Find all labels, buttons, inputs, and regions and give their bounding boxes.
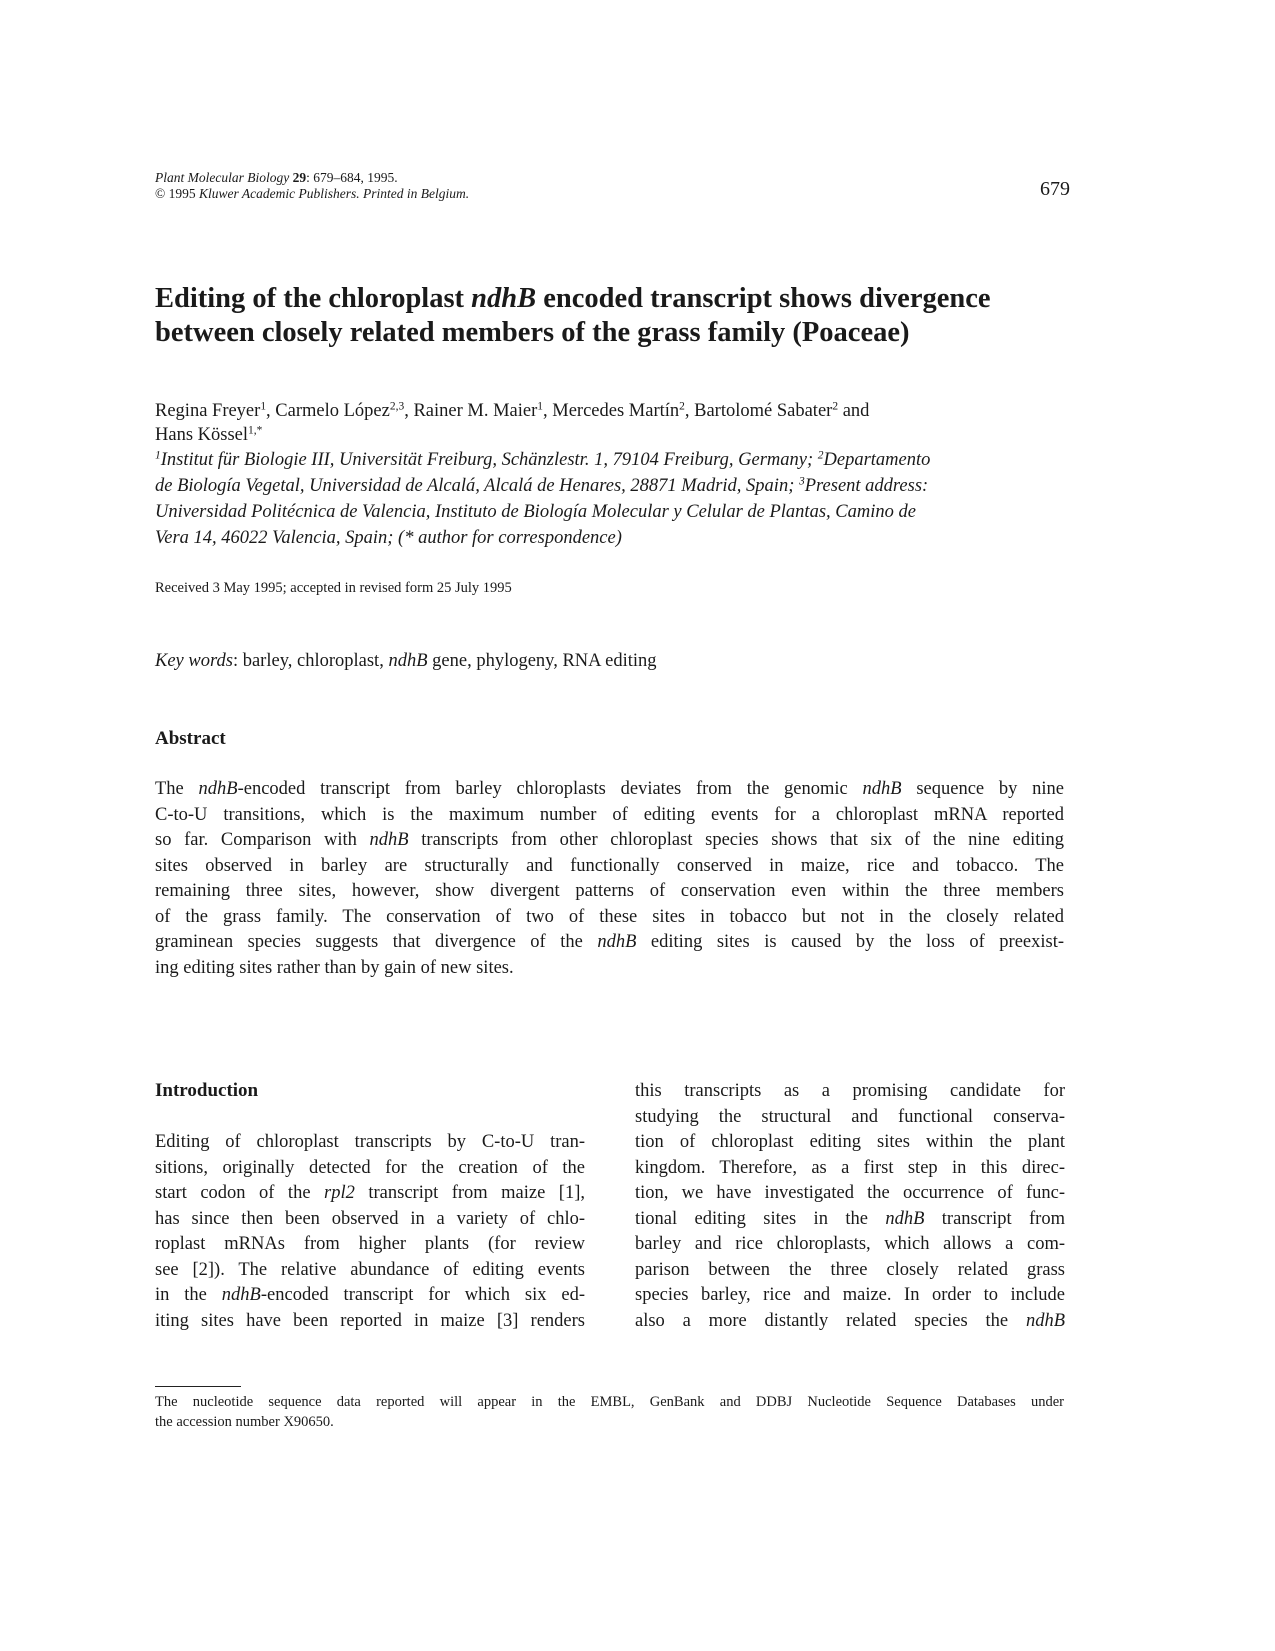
introduction-column-right	[635, 1079, 1065, 1334]
body-line: this transcripts as a promising candidate for	[635, 1081, 1065, 1101]
affiliation-mark: 1	[155, 449, 161, 462]
footnote-rule	[155, 1386, 241, 1387]
affiliation-mark: 2	[817, 449, 824, 462]
abstract-text: -encoded transcript from barley chloroplasts deviates from the genomic	[237, 779, 863, 799]
body-line: parison between the three closely related grass	[635, 1259, 1065, 1280]
body-text: -encoded transcript for which six ed-	[260, 1285, 585, 1305]
abstract-line	[155, 930, 1064, 956]
body-line	[635, 1207, 1065, 1233]
author: Carmelo López	[275, 401, 390, 421]
introduction-heading: Introduction	[155, 1080, 259, 1101]
body-text: also a more distantly related species the	[635, 1310, 1026, 1331]
body-text: in the	[155, 1285, 222, 1305]
abstract-line: remaining three sites, however, show divergent patterns of conservation even within the three members	[155, 881, 1064, 901]
gene-name: ndhB	[369, 830, 409, 850]
body-line: roplast mRNAs from higher plants (for review	[155, 1234, 585, 1254]
affiliation-3-cont: Universidad Politécnica de Valencia, Instituto de Biología Molecular y Celular de Plantas, Camino de	[155, 502, 916, 522]
abstract-text: graminean species suggests that divergence of the	[155, 932, 598, 952]
author-affiliation-mark: 1	[260, 400, 267, 413]
gene-name: ndhB	[862, 779, 902, 799]
body-line: has since then been observed in a variety of chlo-	[155, 1208, 585, 1229]
author-affiliation-mark: 1,*	[248, 424, 263, 437]
journal-name: Plant Molecular Biology	[155, 170, 290, 185]
footnote-line: the accession number X90650.	[155, 1414, 334, 1430]
body-line: tion, we have investigated the occurrence of func-	[635, 1183, 1065, 1203]
received-dates: Received 3 May 1995; accepted in revised form 25 July 1995	[155, 580, 512, 596]
gene-name: ndhB	[885, 1208, 925, 1229]
abstract-body	[155, 777, 1064, 981]
abstract-text: sequence by nine	[901, 779, 1065, 799]
footnote-line: The nucleotide sequence data reported will appear in the EMBL, GenBank and DDBJ Nucleotide Sequence Databases under	[155, 1394, 1064, 1410]
journal-volume: 29	[292, 170, 307, 185]
author: Mercedes Martín	[552, 401, 680, 421]
abstract-line	[155, 828, 1064, 854]
author-conjunction: and	[838, 401, 870, 421]
body-line: Editing of chloroplast transcripts by C-to-U tran-	[155, 1132, 585, 1152]
body-text: transcript from maize [1],	[354, 1183, 586, 1203]
author: Regina Freyer	[155, 401, 261, 421]
abstract-line: sites observed in barley are structurally and functionally conserved in maize, rice and tobacco. The	[155, 855, 1064, 876]
abstract-line: of the grass family. The conservation of two of these sites in tobacco but not in the closely related	[155, 906, 1064, 927]
body-line: iting sites have been reported in maize [3] renders	[155, 1310, 585, 1331]
affiliation-2-cont: de Biología Vegetal, Universidad de Alcalá, Alcalá de Henares, 28871 Madrid, Spain;	[155, 476, 795, 496]
title-gene: ndhB	[471, 283, 537, 314]
body-line: species barley, rice and maize. In order to include	[635, 1285, 1065, 1305]
affiliation-2: Departamento	[823, 450, 931, 470]
gene-name: ndhB	[198, 779, 238, 799]
gene-name: ndhB	[597, 932, 637, 952]
author-affiliation-mark: 2	[832, 400, 839, 413]
abstract-text: The	[155, 779, 199, 799]
body-line	[155, 1283, 585, 1309]
title-line-1	[155, 282, 1115, 316]
body-line: sitions, originally detected for the creation of the	[155, 1157, 585, 1178]
abstract-line: C-to-U transitions, which is the maximum number of editing events for a chloroplast mRNA reported	[155, 804, 1064, 825]
body-text: tional editing sites in the	[635, 1208, 886, 1229]
journal-citation	[155, 170, 715, 186]
title-line-2: between closely related members of the grass family (Poaceae)	[155, 317, 910, 348]
footnote	[155, 1392, 1064, 1432]
copyright-symbol: ©	[155, 186, 166, 201]
body-line: kingdom. Therefore, as a first step in this direc-	[635, 1157, 1065, 1178]
abstract-line	[155, 777, 1064, 803]
body-line	[635, 1309, 1065, 1335]
body-line: tion of chloroplast editing sites within the plant	[635, 1132, 1065, 1152]
keywords-gene: ndhB	[388, 651, 428, 671]
keywords-colon: :	[232, 651, 239, 671]
copyright-line	[155, 186, 715, 202]
gene-name: ndhB	[221, 1285, 261, 1305]
journal-pages: : 679–684, 1995.	[306, 170, 398, 185]
keywords	[155, 651, 657, 672]
affiliation-3: Present address:	[804, 476, 929, 496]
body-line	[155, 1181, 585, 1207]
author: Rainer M. Maier	[413, 401, 538, 421]
body-line: see [2]). The relative abundance of editing events	[155, 1259, 585, 1280]
title-text: encoded transcript shows divergence	[536, 283, 991, 314]
abstract-text: so far. Comparison with	[155, 830, 370, 850]
gene-name: ndhB	[1025, 1310, 1065, 1331]
introduction-column-left	[155, 1130, 585, 1334]
affiliations	[155, 447, 1115, 551]
author-affiliation-mark: 1	[537, 400, 543, 413]
article-title	[155, 282, 1115, 350]
copyright-year: 1995	[168, 186, 196, 201]
page-number: 679	[1040, 178, 1070, 200]
body-line: studying the structural and functional conserva-	[635, 1106, 1065, 1127]
title-text: Editing of the chloroplast	[155, 283, 472, 314]
keywords-label: Key words	[155, 651, 233, 671]
abstract-line: ing editing sites rather than by gain of new sites.	[155, 957, 514, 978]
body-text: transcript from	[924, 1208, 1065, 1229]
affiliation-mark: 3	[798, 475, 805, 488]
keywords-text: barley, chloroplast,	[238, 651, 389, 671]
affiliation-1: Institut für Biologie III, Universität Freiburg, Schänzlestr. 1, 79104 Freiburg, Germany;	[160, 450, 814, 470]
author: Hans Kössel	[155, 425, 249, 445]
author-affiliation-mark: 2	[679, 400, 685, 413]
author: Bartolomé Sabater	[694, 401, 833, 421]
body-line: barley and rice chloroplasts, which allows a com-	[635, 1234, 1065, 1254]
abstract-text: editing sites is caused by the loss of preexist-	[636, 932, 1065, 952]
publisher: Kluwer Academic Publishers. Printed in Belgium.	[199, 186, 470, 201]
gene-name: rpl2	[324, 1183, 355, 1203]
affiliation-3-cont: Vera 14, 46022 Valencia, Spain; (* author for correspondence)	[155, 528, 622, 548]
author-list: Regina Freyer$^1$, Carmelo López$^{2,3}$, Rainer M. Maier$^1$, Mercedes Martín$^2$, Bartolomé Sabater$^2$ and Hans Kössel$^{1,*}$	[155, 400, 870, 445]
abstract-text: transcripts from other chloroplast species shows that six of the nine editing	[408, 830, 1064, 850]
author-affiliation-mark: 2,3	[389, 400, 405, 413]
body-text: start codon of the	[155, 1183, 325, 1203]
abstract-heading: Abstract	[155, 728, 226, 749]
running-header	[155, 170, 715, 202]
keywords-text: gene, phylogeny, RNA editing	[427, 651, 657, 671]
